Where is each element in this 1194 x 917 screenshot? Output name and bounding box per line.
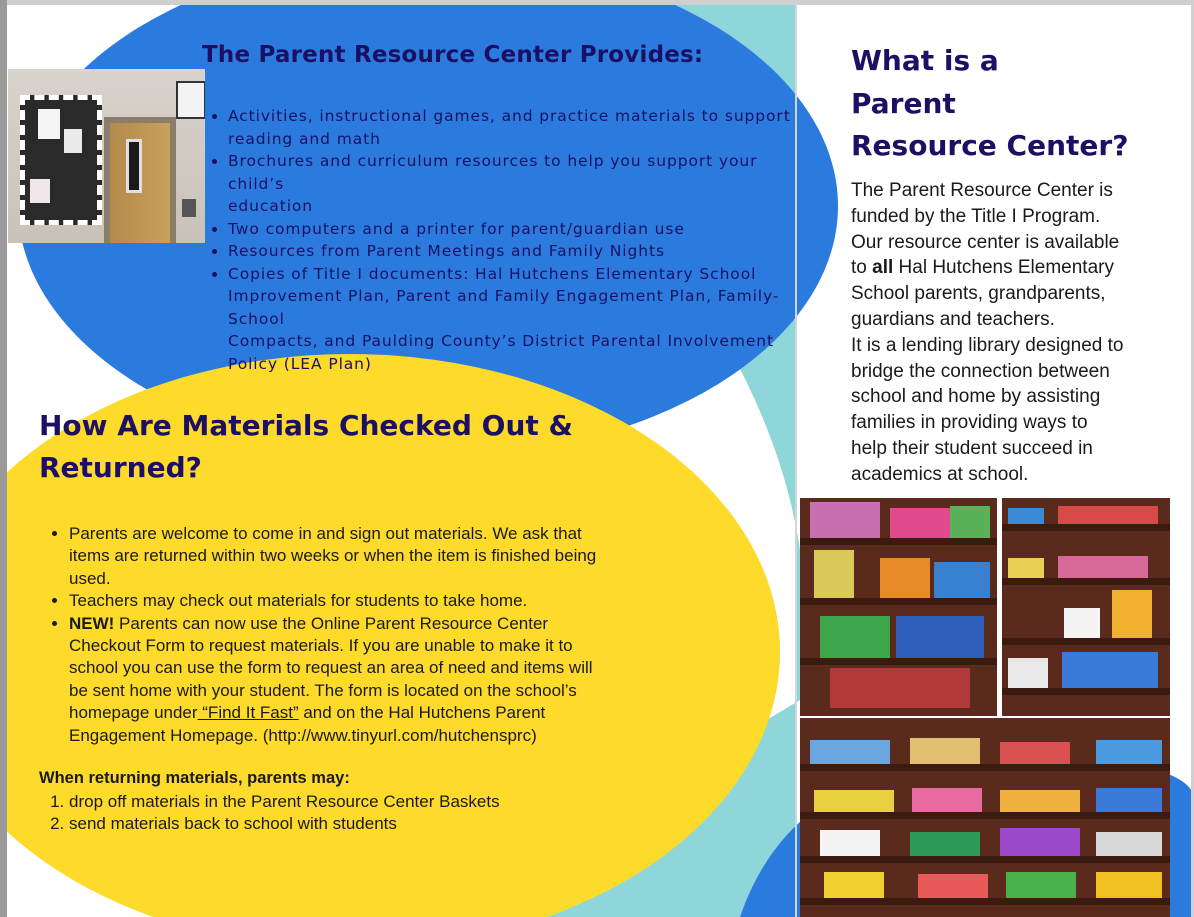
emphasis-all: all <box>872 257 894 279</box>
provides-item-line: • Copies of Title I documents: Hal Hutchens Elementary School <box>228 264 757 283</box>
what-title-line: What is a <box>851 44 999 77</box>
body-line: The Parent Resource Center is <box>851 180 1113 201</box>
body-line: School parents, grandparents, <box>851 283 1106 305</box>
resource-center-door-photo <box>8 69 205 243</box>
body-line: families in providing ways to <box>851 412 1088 434</box>
how-title-line: Returned? <box>39 451 202 484</box>
how-materials-title <box>39 405 599 489</box>
shelf-photo-1 <box>800 498 997 716</box>
body-line: guardians and teachers. <box>851 308 1055 330</box>
provides-item <box>228 150 818 218</box>
rule-line: Checkout Form to request materials. If you are unable to make it to <box>69 636 573 656</box>
rule-text: and on the Hal Hutchens Parent <box>298 703 546 723</box>
body-text: to <box>851 257 873 279</box>
provides-item <box>228 240 818 263</box>
body-text: Hal Hutchens Elementary <box>893 257 1114 279</box>
rule-line: school you can use the form to request an area of need and items will <box>69 658 593 678</box>
rule-text: Parents can now use the Online Parent Resource Center <box>114 613 549 633</box>
provides-item-line: • Brochures and curriculum resources to help you support your child’s <box>228 152 758 193</box>
top-border <box>0 0 1194 5</box>
rule-line: • Teachers may check out materials for students to take home. <box>69 591 528 611</box>
what-title-line: Resource Center? <box>851 129 1129 162</box>
body-line: school and home by assisting <box>851 386 1101 408</box>
rule-line: used. <box>69 568 111 588</box>
checkout-rules-list <box>49 523 669 747</box>
provides-item <box>228 105 818 150</box>
shelf-photo-3 <box>800 718 1170 917</box>
returning-options-list <box>49 791 500 836</box>
what-is-body <box>851 178 1171 488</box>
how-title-line: How Are Materials Checked Out & <box>39 409 573 442</box>
rule-line <box>69 702 669 724</box>
provides-item-line: Improvement Plan, Parent and Family Engagement Plan, Family- <box>228 287 780 305</box>
checkout-rule <box>69 523 669 590</box>
find-it-fast-link[interactable]: “Find It Fast” <box>197 703 299 723</box>
provides-item <box>228 263 818 376</box>
body-line: academics at school. <box>851 463 1029 485</box>
rule-line <box>69 613 669 635</box>
body-line: funded by the Title I Program. <box>851 205 1101 227</box>
returning-label: When returning materials, parents may: <box>39 769 350 787</box>
body-line: It is a lending library designed to <box>851 334 1124 356</box>
rule-line: items are returned within two weeks or when the item is finished being <box>69 546 597 566</box>
provides-title: The Parent Resource Center Provides: <box>202 42 704 68</box>
provides-item-line: Policy (LEA Plan) <box>228 354 372 373</box>
returning-option: 2. send materials back to school with students <box>69 813 500 835</box>
rule-line: Engagement Homepage. (http://www.tinyurl.com/hutchensprc) <box>69 725 537 745</box>
shelf-photo-2 <box>1002 498 1170 716</box>
provides-item-line: School <box>228 309 285 328</box>
rule-line: • Parents are welcome to come in and sign out materials. We ask that <box>69 524 582 543</box>
what-title-line: Parent <box>851 86 956 120</box>
new-label: NEW! <box>69 613 115 633</box>
body-line: Our resource center is available <box>851 231 1120 253</box>
provides-item-line: reading and math <box>228 129 381 148</box>
rule-line: be sent home with your student. The form is located on the school’s <box>69 680 577 700</box>
provides-item-line: Compacts, and Paulding County’s District Parental Involvement <box>228 332 774 350</box>
provides-item-line: • Activities, instructional games, and practice materials to support <box>228 107 791 125</box>
left-border <box>0 0 7 917</box>
returning-option: 1. drop off materials in the Parent Resource Center Baskets <box>69 791 500 813</box>
body-line <box>851 255 1171 281</box>
provides-item-line: • Two computers and a printer for parent/guardian use <box>228 219 685 238</box>
provides-item-line: education <box>228 197 314 215</box>
body-line: help their student succeed in <box>851 437 1093 459</box>
checkout-rule <box>69 613 669 747</box>
provides-list <box>208 105 818 375</box>
checkout-rule <box>69 590 669 612</box>
body-line: bridge the connection between <box>851 360 1110 382</box>
provides-item <box>228 218 818 241</box>
provides-item-line: • Resources from Parent Meetings and Family Nights <box>228 242 665 260</box>
what-is-title <box>851 40 1171 168</box>
rule-text: homepage under <box>69 703 198 723</box>
